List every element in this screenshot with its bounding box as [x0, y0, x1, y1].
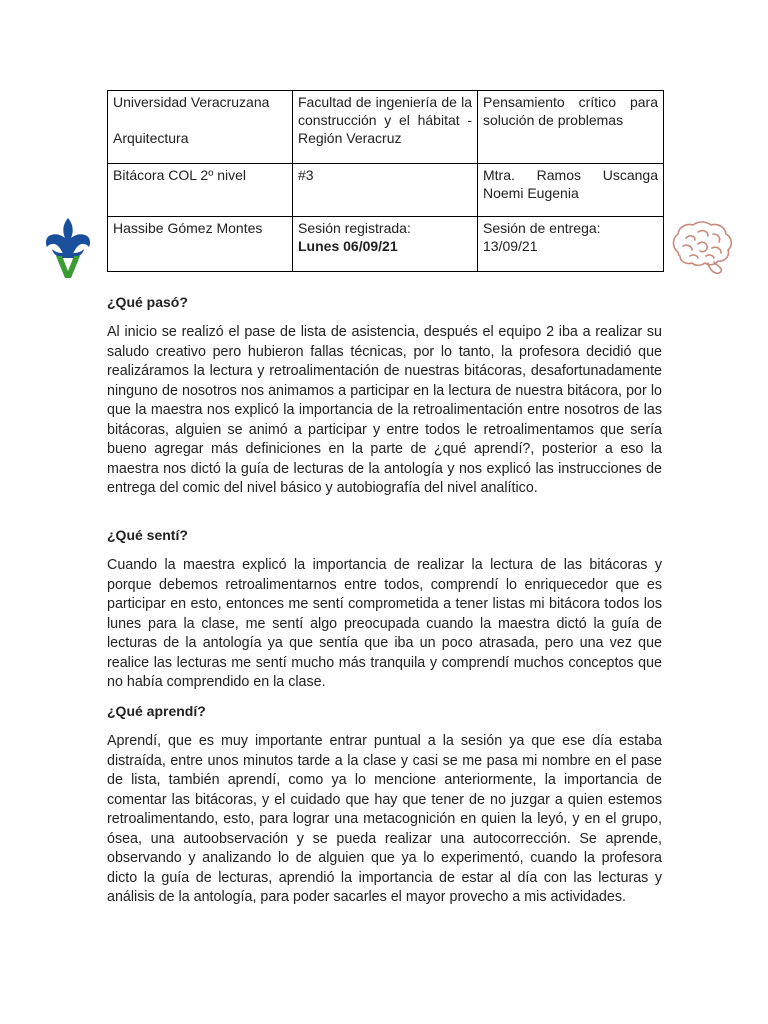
table-cell-delivery-session [478, 217, 664, 272]
session-recorded-label: Sesión registrada: [298, 220, 411, 236]
delivery-session-date: 13/09/21 [483, 238, 538, 254]
table-row [108, 164, 664, 217]
table-cell-university [108, 91, 293, 164]
brain-icon [668, 218, 736, 280]
log-title: Bitácora COL 2º nivel [108, 164, 293, 217]
faculty-name: Facultad de ingeniería de la construcción y el hábitat - Región Veracruz [293, 91, 478, 164]
section-heading: ¿Qué pasó? [107, 294, 188, 310]
section-paragraph: Aprendí, que es muy importante entrar puntual a la sesión ya que ese día estaba distraída, entre unos minutos tarde a la clase y casi se me pasa mi nombre en el pase de lista, también aprendí, como ya lo mencione anteriormente, la importancia de comentar las bitácoras, y el cuidado que hay que tener de no juzgar a quien estemos retroalimentando, esto, para lograr una metacognición en quien la leyó, y en el grupo, ósea, una autoobservación y se pueda realizar una autocorrección. Se aprende, observando y analizando lo de alguien que ya lo experimentó, cuando la profesora dicto la guía de lecturas, aprendió la importancia de estar al día con las lecturas y análisis de la antología, para poder sacarles el mayor provecho a mis actividades. [107, 733, 662, 905]
section-paragraph: Al inicio se realizó el pase de lista de asistencia, después el equipo 2 iba a realizar su saludo creativo pero hubieron fallas técnicas, por lo tanto, la profesora decidió que realizáramos la lectura y retroalimentación de nuestras bitácoras, desafortunadamente ninguno de nosotros nos animamos a participar en la lectura de nuestra bitácora, por lo que la maestra nos explicó la importancia de la retroalimentación entre nosotros de las bitácoras, alguien se animó a participar y entre todos le retroalimentamos que sería bueno agregar más definiciones en la parte de ¿qué aprendí?, posterior a eso la maestra nos dictó la guía de lecturas de la antología y nos explicó las instrucciones de entrega del comic del nivel básico y autobiografía del nivel analítico. [107, 324, 662, 496]
table-row [108, 217, 664, 272]
section-que-paso [107, 293, 662, 499]
course-name: Pensamiento crítico para solución de problemas [478, 91, 664, 164]
student-name: Hassibe Gómez Montes [108, 217, 293, 272]
section-heading: ¿Qué sentí? [107, 527, 188, 543]
session-recorded-date: Lunes 06/09/21 [298, 238, 398, 254]
section-que-senti [107, 526, 662, 693]
section-que-aprendi [107, 702, 662, 908]
header-info-table [107, 90, 664, 272]
table-cell-session-recorded [293, 217, 478, 272]
section-heading: ¿Qué aprendí? [107, 703, 206, 719]
log-number: #3 [293, 164, 478, 217]
table-row [108, 91, 664, 164]
delivery-session-label: Sesión de entrega: [483, 220, 601, 236]
section-paragraph: Cuando la maestra explicó la importancia de realizar la lectura de las bitácoras y porque debemos retroalimentarnos entre todos, comprendí lo enriquecedor que es participar en esto, entonces me sentí comprometida a tener listas mi bitácora todos los lunes para la clase, me sentí algo preocupada cuando la maestra dictó la guía de lecturas de la antología ya que sentía que iba un poco atrasada, pero una vez que realice las lecturas me sentí mucho más tranquila y comprendí muchos conceptos que no había comprendido en la clase. [107, 557, 662, 690]
university-name: Universidad Veracruzana [113, 94, 270, 110]
teacher-name: Mtra. Ramos Uscanga Noemi Eugenia [478, 164, 664, 217]
uv-logo-icon [44, 216, 92, 280]
program-name: Arquitectura [113, 130, 189, 146]
